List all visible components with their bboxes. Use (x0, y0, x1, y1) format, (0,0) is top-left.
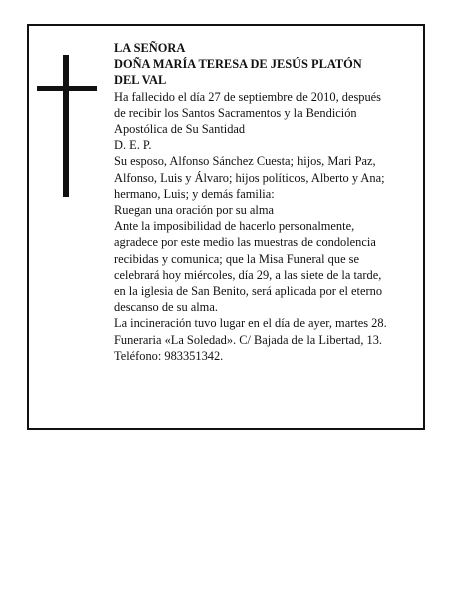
deceased-name-line: DEL VAL (114, 73, 167, 88)
funeral-home-line: Funeraria «La Soledad». C/ Bajada de la Libertad, 13. (114, 332, 383, 347)
death-date-line: Ha fallecido el día 27 de septiembre de 2010, después (114, 89, 381, 104)
funeral-mass-line: recibidas y comunica; que la Misa Funeral que se (114, 251, 359, 266)
prayer-request-line: Ruegan una oración por su alma (114, 203, 274, 218)
funeral-mass-line: celebrará hoy miércoles, día 29, a las siete de la tarde, (114, 267, 382, 282)
thanks-line: Ante la imposibilidad de hacerlo personalmente, (114, 219, 355, 234)
phone-line: Teléfono: 983351342. (114, 348, 224, 363)
family-line: Su esposo, Alfonso Sánchez Cuesta; hijos, Mari Paz, (114, 154, 376, 169)
thanks-line: agradece por este medio las muestras de condolencia (114, 235, 376, 250)
blessing-line: Apostólica de Su Santidad (114, 122, 246, 137)
cross-vertical-beam (63, 55, 69, 197)
notice-title-line: LA SEÑORA (114, 41, 186, 55)
latin-cross-icon (37, 55, 97, 197)
obituary-text (114, 40, 420, 364)
rip-line: D. E. P. (114, 138, 152, 153)
funeral-mass-line: descanso de su alma. (114, 300, 218, 315)
funeral-mass-line: en la iglesia de San Benito, será aplicada por el eterno (114, 284, 383, 299)
deceased-name-line: DOÑA MARÍA TERESA DE JESÚS PLATÓN (114, 57, 362, 72)
sacraments-line: de recibir los Santos Sacramentos y la Bendición (114, 105, 357, 120)
family-line: Alfonso, Luis y Álvaro; hijos políticos, Alberto y Ana; (114, 170, 385, 185)
cremation-line: La incineración tuvo lugar en el día de ayer, martes 28. (114, 316, 387, 331)
cross-horizontal-beam (37, 86, 97, 91)
family-line: hermano, Luis; y demás familia: (114, 186, 275, 201)
